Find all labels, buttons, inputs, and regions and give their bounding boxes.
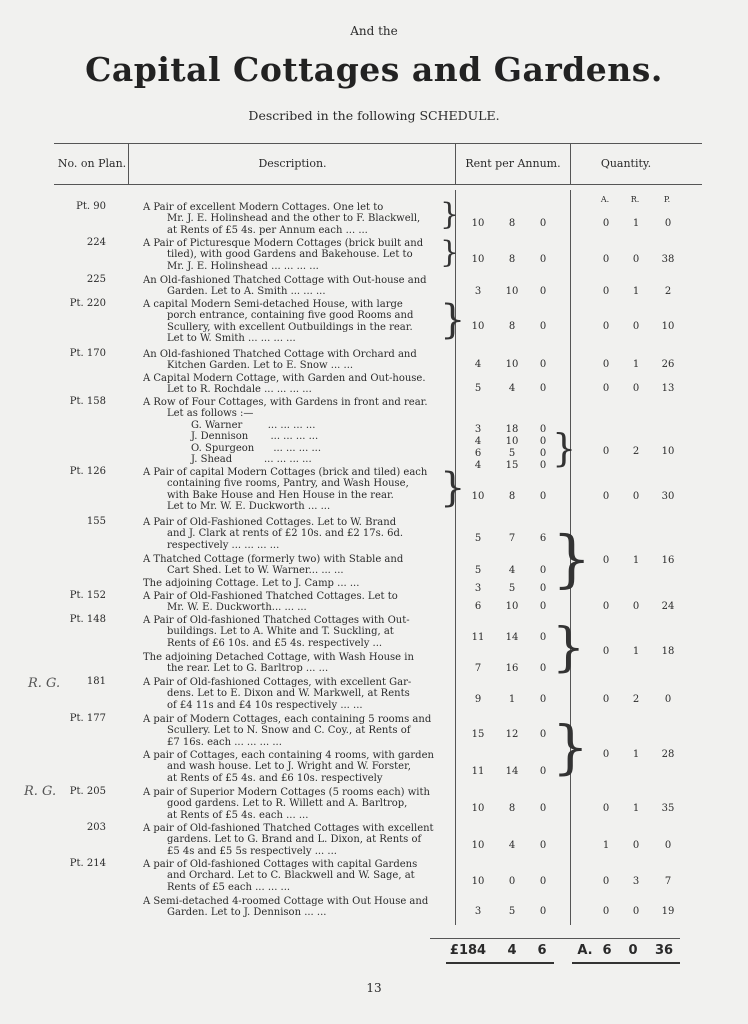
description: A Pair of Old-fashioned Thatched Cottages with Out- buildings. Let to A. White and T. Suckling, at Rents of £6 10s. and £5 4s. respectively ... xyxy=(143,615,410,649)
rent-shillings: 8 xyxy=(508,254,516,265)
description: A capital Modern Semi-detached House, with large porch entrance, containing five good Rooms and Scullery, with excellent Outbuildings in the rear. Let to W. Smith ... ... ... ... xyxy=(143,299,414,345)
plan-no: 224 xyxy=(86,237,106,248)
handwritten-note: R. G. xyxy=(28,676,61,691)
description: A Pair of capital Modern Cottages (brick and tiled) each containing five rooms, Pantry, and Wash House, with Bake House and Hen House in the rear. Let to Mr. W. E. Duckworth ... ... xyxy=(143,467,428,513)
rent-pence: 0 xyxy=(539,491,547,502)
rent-pence: 0 xyxy=(539,565,547,576)
list-item: O. Spurgeon ... ... ... ... xyxy=(191,442,321,454)
total-rent-pence: 6 xyxy=(537,943,547,958)
rent-pence: 0 xyxy=(539,694,547,705)
rent-pence: 0 xyxy=(539,663,547,674)
plan-no: Pt. 214 xyxy=(69,858,106,869)
qty-perches: 13 xyxy=(661,383,675,394)
qty-roods: 2 xyxy=(632,694,640,705)
qty-perches: 16 xyxy=(661,555,675,566)
qty-roods: 1 xyxy=(632,359,640,370)
total-rent-shillings: 4 xyxy=(507,943,517,958)
header-plan: No. on Plan. xyxy=(57,157,127,170)
qty-roods: 1 xyxy=(632,555,640,566)
group-brace: } xyxy=(552,713,589,781)
rent-pence: 0 xyxy=(539,840,547,851)
rent-pounds: 4 xyxy=(474,460,482,471)
qty-acres: 0 xyxy=(602,646,610,657)
rent-pounds: 3 xyxy=(474,583,482,594)
rent-shillings: 18 xyxy=(505,424,519,435)
rent-pounds: 10 xyxy=(471,840,485,851)
rent-shillings: 14 xyxy=(505,632,519,643)
qty-roods: 2 xyxy=(632,446,640,457)
rent-shillings: 15 xyxy=(505,460,519,471)
header-perches: P. xyxy=(663,195,671,204)
rent-pence: 0 xyxy=(539,803,547,814)
qty-acres: 1 xyxy=(602,840,610,851)
rent-shillings: 10 xyxy=(505,436,519,447)
qty-roods: 0 xyxy=(632,906,640,917)
table-header-rule xyxy=(54,184,702,185)
rent-pounds: 6 xyxy=(474,448,482,459)
plan-no: Pt. 177 xyxy=(69,713,106,724)
plan-no: Pt. 90 xyxy=(76,201,106,212)
qty-roods: 1 xyxy=(632,646,640,657)
rent-shillings: 5 xyxy=(508,583,516,594)
total-acres-label: A. xyxy=(577,943,593,958)
qty-acres: 0 xyxy=(602,906,610,917)
qty-acres: 0 xyxy=(602,555,610,566)
description: A pair of Old-fashioned Thatched Cottages with excellent gardens. Let to G. Brand and L. Dixon, at Rents of £5 4s and £5 5s respectively ... ... xyxy=(143,823,434,857)
rent-shillings: 14 xyxy=(505,766,519,777)
qty-roods: 1 xyxy=(632,749,640,760)
rent-pounds: 9 xyxy=(474,694,482,705)
plan-no: Pt. 152 xyxy=(69,590,106,601)
rent-shillings: 4 xyxy=(508,840,516,851)
rent-pounds: 10 xyxy=(471,321,485,332)
row-brace: } xyxy=(440,465,466,511)
plan-no: Pt. 205 xyxy=(69,786,106,797)
qty-perches: 7 xyxy=(664,876,672,887)
rent-shillings: 8 xyxy=(508,218,516,229)
rent-shillings: 0 xyxy=(508,876,516,887)
qty-perches: 30 xyxy=(661,491,675,502)
group-brace: } xyxy=(552,618,586,678)
rent-shillings: 12 xyxy=(505,729,519,740)
description: The adjoining Detached Cottage, with Wash House in the rear. Let to G. Barltrop ... ... xyxy=(143,652,414,675)
qty-perches: 24 xyxy=(661,601,675,612)
total-rent-pounds: £184 xyxy=(449,943,487,958)
qty-acres: 0 xyxy=(602,286,610,297)
qty-acres: 0 xyxy=(602,491,610,502)
rent-shillings: 8 xyxy=(508,321,516,332)
qty-acres: 0 xyxy=(602,694,610,705)
rent-shillings: 8 xyxy=(508,803,516,814)
rent-shillings: 7 xyxy=(508,533,516,544)
qty-perches: 0 xyxy=(664,694,672,705)
rent-pounds: 15 xyxy=(471,729,485,740)
rent-shillings: 10 xyxy=(505,601,519,612)
plan-no: 155 xyxy=(86,516,106,527)
rent-pence: 0 xyxy=(539,254,547,265)
rent-pence: 0 xyxy=(539,632,547,643)
rent-shillings: 8 xyxy=(508,491,516,502)
total-acres: 6 xyxy=(602,943,612,958)
description: A pair of Cottages, each containing 4 rooms, with garden and wash house. Let to J. Wright and W. Forster, at Rents of £5 4s. and £6 10s. respectively xyxy=(143,750,434,784)
page-subtitle: Described in the following SCHEDULE. xyxy=(248,108,500,123)
rent-shillings: 1 xyxy=(508,694,516,705)
plan-no: 225 xyxy=(86,274,106,285)
description: A pair of Old-fashioned Cottages with capital Gardens and Orchard. Let to C. Blackwell and W. Sage, at Rents of £5 each ... ... ... xyxy=(143,859,418,893)
rent-pence: 0 xyxy=(539,218,547,229)
rent-pounds: 3 xyxy=(474,286,482,297)
rent-pence: 0 xyxy=(539,286,547,297)
description: A Pair of excellent Modern Cottages. One let to Mr. J. E. Holinshead and the other to F. Blackwell, at Rents of £5 4s. per Annum each ... ... xyxy=(143,202,421,236)
qty-roods: 0 xyxy=(632,321,640,332)
qty-roods: 1 xyxy=(632,286,640,297)
handwritten-note: R. G. xyxy=(24,784,57,799)
rent-pence: 0 xyxy=(539,321,547,332)
plan-no: Pt. 170 xyxy=(69,348,106,359)
list-item: G. Warner ... ... ... ... xyxy=(191,420,316,431)
plan-no: Pt. 126 xyxy=(69,466,106,477)
totals-top-rule xyxy=(430,938,680,939)
rent-pence: 0 xyxy=(539,436,547,447)
qty-acres: 0 xyxy=(602,876,610,887)
rent-pence: 0 xyxy=(539,424,547,435)
tenant-list xyxy=(143,420,441,466)
rent-pounds: 11 xyxy=(471,632,485,643)
rent-pounds: 3 xyxy=(474,906,482,917)
qty-acres: 0 xyxy=(602,446,610,457)
totals-qty-underline xyxy=(572,962,680,964)
description: A Pair of Old-Fashioned Thatched Cottages. Let to Mr. W. E. Duckworth... ... ... xyxy=(143,591,398,614)
description: An Old-fashioned Thatched Cottage with Orchard and Kitchen Garden. Let to E. Snow ... ... xyxy=(143,349,417,372)
qty-acres: 0 xyxy=(602,749,610,760)
rent-shillings: 4 xyxy=(508,565,516,576)
description: An Old-fashioned Thatched Cottage with Out-house and Garden. Let to A. Smith ... ... ... xyxy=(143,275,427,298)
rent-pounds: 10 xyxy=(471,218,485,229)
qty-perches: 26 xyxy=(661,359,675,370)
rent-pounds: 10 xyxy=(471,803,485,814)
total-perches: 36 xyxy=(654,943,674,958)
rent-shillings: 16 xyxy=(505,663,519,674)
rent-pounds: 4 xyxy=(474,359,482,370)
list-item: J. Shead ... ... ... ... xyxy=(191,454,312,466)
group-brace: } xyxy=(552,522,592,595)
qty-roods: 0 xyxy=(632,254,640,265)
description: A Pair of Old-fashioned Cottages, with excellent Gar- dens. Let to E. Dixon and W. Markwell, at Rents of £4 11s and £4 10s respectively ... ... xyxy=(143,677,412,711)
header-acres: A. xyxy=(600,195,610,204)
header-roods: R. xyxy=(630,195,640,204)
qty-acres: 0 xyxy=(602,383,610,394)
rent-pounds: 10 xyxy=(471,254,485,265)
description: A pair of Modern Cottages, each containing 5 rooms and Scullery. Let to N. Snow and C. Coy., at Rents of £7 16s. each ... ... ... ... xyxy=(143,714,432,748)
qty-perches: 18 xyxy=(661,646,675,657)
header-quantity: Quantity. xyxy=(600,157,652,170)
qty-roods: 0 xyxy=(632,383,640,394)
qty-roods: 0 xyxy=(632,840,640,851)
plan-no: 181 xyxy=(86,676,106,687)
rent-pounds: 5 xyxy=(474,383,482,394)
group-brace: } xyxy=(552,426,577,470)
totals-rent-underline xyxy=(446,962,554,964)
rent-pence: 6 xyxy=(539,533,547,544)
qty-perches: 2 xyxy=(664,286,672,297)
total-roods: 0 xyxy=(628,943,638,958)
rent-pence: 0 xyxy=(539,448,547,459)
rent-shillings: 5 xyxy=(508,448,516,459)
qty-roods: 0 xyxy=(632,601,640,612)
plan-no: Pt. 148 xyxy=(69,614,106,625)
rent-shillings: 4 xyxy=(508,383,516,394)
qty-perches: 10 xyxy=(661,321,675,332)
rent-pence: 0 xyxy=(539,906,547,917)
rent-shillings: 5 xyxy=(508,906,516,917)
qty-roods: 0 xyxy=(632,491,640,502)
list-item: J. Dennison ... ... ... ... xyxy=(191,431,319,443)
rent-shillings: 10 xyxy=(505,286,519,297)
rent-pounds: 7 xyxy=(474,663,482,674)
page-number: 13 xyxy=(366,981,382,995)
description: A pair of Superior Modern Cottages (5 rooms each) with good gardens. Let to R. Willett and A. Barltrop, at Rents of £5 4s. each ... ... xyxy=(143,787,430,821)
description: A Semi-detached 4-roomed Cottage with Out House and Garden. Let to J. Dennison ... ... xyxy=(143,896,429,919)
rent-pounds: 10 xyxy=(471,491,485,502)
rent-pounds: 5 xyxy=(474,565,482,576)
rent-pounds: 4 xyxy=(474,436,482,447)
description: A Row of Four Cottages, with Gardens in front and rear. Let as follows :— xyxy=(143,397,428,420)
row-brace: } xyxy=(440,297,466,343)
qty-acres: 0 xyxy=(602,218,610,229)
qty-perches: 38 xyxy=(661,254,675,265)
rent-pounds: 6 xyxy=(474,601,482,612)
rent-pence: 0 xyxy=(539,601,547,612)
col-divider-1 xyxy=(128,143,129,185)
row-brace: } xyxy=(440,235,460,270)
header-description: Description. xyxy=(258,157,327,170)
qty-perches: 28 xyxy=(661,749,675,760)
qty-perches: 0 xyxy=(664,840,672,851)
rent-pence: 0 xyxy=(539,460,547,471)
rent-pence: 0 xyxy=(539,729,547,740)
qty-roods: 3 xyxy=(632,876,640,887)
description: A Thatched Cottage (formerly two) with Stable and Cart Shed. Let to W. Warner... ... ... xyxy=(143,554,404,577)
rent-pence: 0 xyxy=(539,583,547,594)
header-top-line: And the xyxy=(350,24,398,38)
page-title: Capital Cottages and Gardens. xyxy=(85,50,663,89)
plan-no: Pt. 220 xyxy=(69,298,106,309)
qty-acres: 0 xyxy=(602,321,610,332)
qty-acres: 0 xyxy=(602,601,610,612)
rent-pounds: 3 xyxy=(474,424,482,435)
rent-pence: 0 xyxy=(539,876,547,887)
rent-pence: 0 xyxy=(539,383,547,394)
qty-perches: 35 xyxy=(661,803,675,814)
rent-shillings: 10 xyxy=(505,359,519,370)
description: A Pair of Picturesque Modern Cottages (brick built and tiled), with good Gardens and Bakehouse. Let to Mr. J. E. Holinshead ... ... ... ... xyxy=(143,238,424,272)
qty-acres: 0 xyxy=(602,803,610,814)
rent-pounds: 5 xyxy=(474,533,482,544)
qty-roods: 1 xyxy=(632,218,640,229)
description: A Capital Modern Cottage, with Garden and Out-house. Let to R. Rochdale ... ... ... ... xyxy=(143,373,426,396)
rent-pence: 0 xyxy=(539,359,547,370)
plan-no: Pt. 158 xyxy=(69,396,106,407)
description: The adjoining Cottage. Let to J. Camp ... ... xyxy=(143,578,360,589)
plan-no: 203 xyxy=(86,822,106,833)
rent-pounds: 11 xyxy=(471,766,485,777)
rent-pounds: 10 xyxy=(471,876,485,887)
description: A Pair of Old-Fashioned Cottages. Let to W. Brand and J. Clark at rents of £2 10s. and £2 17s. 6d. respectively ... ... ... ... xyxy=(143,517,404,551)
row-brace: } xyxy=(440,197,460,232)
qty-acres: 0 xyxy=(602,254,610,265)
qty-acres: 0 xyxy=(602,359,610,370)
table-top-rule xyxy=(54,143,702,144)
qty-perches: 19 xyxy=(661,906,675,917)
qty-perches: 10 xyxy=(661,446,675,457)
header-rent: Rent per Annum. xyxy=(465,157,561,170)
qty-roods: 1 xyxy=(632,803,640,814)
qty-perches: 0 xyxy=(664,218,672,229)
rent-pence: 0 xyxy=(539,766,547,777)
